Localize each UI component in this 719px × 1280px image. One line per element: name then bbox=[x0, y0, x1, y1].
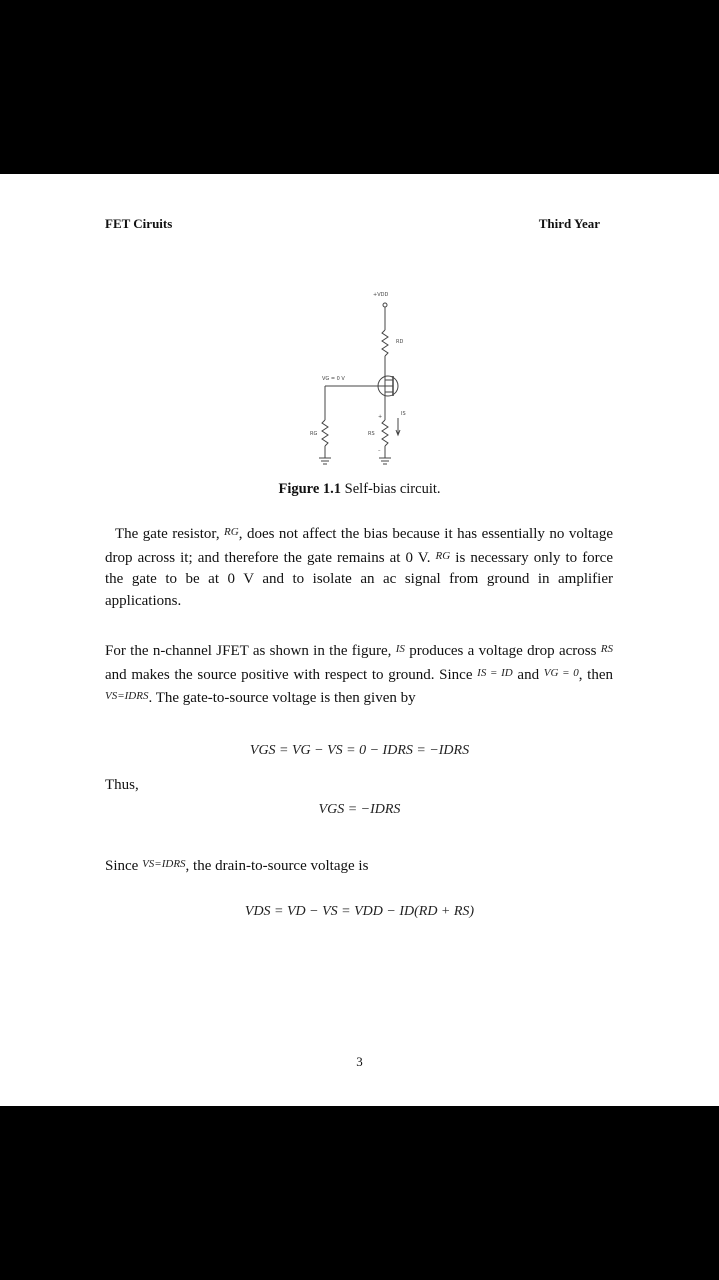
equation-vds: VDS = VD − VS = VDD − ID(RD + RS) bbox=[244, 904, 475, 919]
p2-text-3: and makes the source positive with respect to ground. Since bbox=[105, 666, 478, 683]
p2-text-4: and bbox=[512, 666, 544, 683]
vg-label: VG = 0 V bbox=[322, 376, 345, 382]
rs-label: RS bbox=[368, 431, 375, 437]
paragraph-drain-source bbox=[105, 854, 613, 878]
figure-label: Figure 1.1 bbox=[278, 481, 342, 497]
paragraph-n-channel bbox=[105, 639, 613, 710]
p1-symbol-rg-2: RG bbox=[435, 549, 451, 562]
header-year: Third Year bbox=[538, 216, 600, 231]
minus-sign: – bbox=[378, 448, 381, 454]
p2-text-5: , then bbox=[578, 666, 613, 683]
figure-caption bbox=[0, 481, 719, 498]
p1-text-1: The gate resistor, bbox=[115, 526, 225, 542]
p2-symbol-is-id: IS = ID bbox=[477, 666, 513, 679]
figure-caption-text: Self-bias circuit. bbox=[341, 481, 441, 497]
p2-symbol-rs: RS bbox=[600, 643, 614, 655]
p3-text-2: , the drain-to-source voltage is bbox=[185, 858, 369, 874]
self-bias-circuit-diagram bbox=[300, 280, 420, 476]
thus-label: Thus, bbox=[105, 777, 139, 793]
rg-label: RG bbox=[310, 431, 318, 437]
p2-symbol-vs: VS=IDRS bbox=[105, 690, 149, 702]
p2-symbol-is: IS bbox=[395, 643, 405, 655]
vdd-label: +VDD bbox=[373, 292, 389, 298]
p1-symbol-rg: RG bbox=[224, 526, 239, 538]
equation-vgs: VGS = −IDRS bbox=[318, 802, 401, 817]
p1-text-3: is necessary only to force the gate to be at 0 V and to isolate an ac signal from ground in amplifier applications. bbox=[105, 549, 613, 609]
p3-text-1: Since bbox=[105, 858, 143, 874]
document-page bbox=[0, 174, 719, 1106]
is-label: IS bbox=[401, 411, 406, 417]
paragraph-gate-resistor bbox=[105, 522, 613, 612]
drain-resistor bbox=[382, 330, 388, 356]
plus-sign: + bbox=[378, 414, 383, 420]
p2-symbol-vg: VG = 0 bbox=[543, 666, 579, 679]
p3-symbol-vs: VS=IDRS bbox=[142, 858, 186, 870]
p2-text-2: produces a voltage drop across bbox=[404, 643, 601, 659]
p1-text-2: , does not affect the bias because it has essentially no voltage drop across it; and therefore the gate remains at 0 V. bbox=[105, 526, 613, 566]
source-resistor bbox=[382, 420, 388, 446]
header-title: FET Ciruits bbox=[105, 216, 173, 231]
p2-text-1: For the n-channel JFET as shown in the figure, bbox=[105, 643, 396, 659]
page-number: 3 bbox=[356, 1054, 363, 1069]
p2-text-6: . The gate-to-source voltage is then given by bbox=[148, 690, 416, 706]
vdd-terminal bbox=[383, 303, 387, 307]
gate-resistor bbox=[322, 420, 328, 446]
rd-label: RD bbox=[396, 339, 404, 345]
equation-vgs-derivation: VGS = VG − VS = 0 − IDRS = −IDRS bbox=[249, 743, 470, 758]
